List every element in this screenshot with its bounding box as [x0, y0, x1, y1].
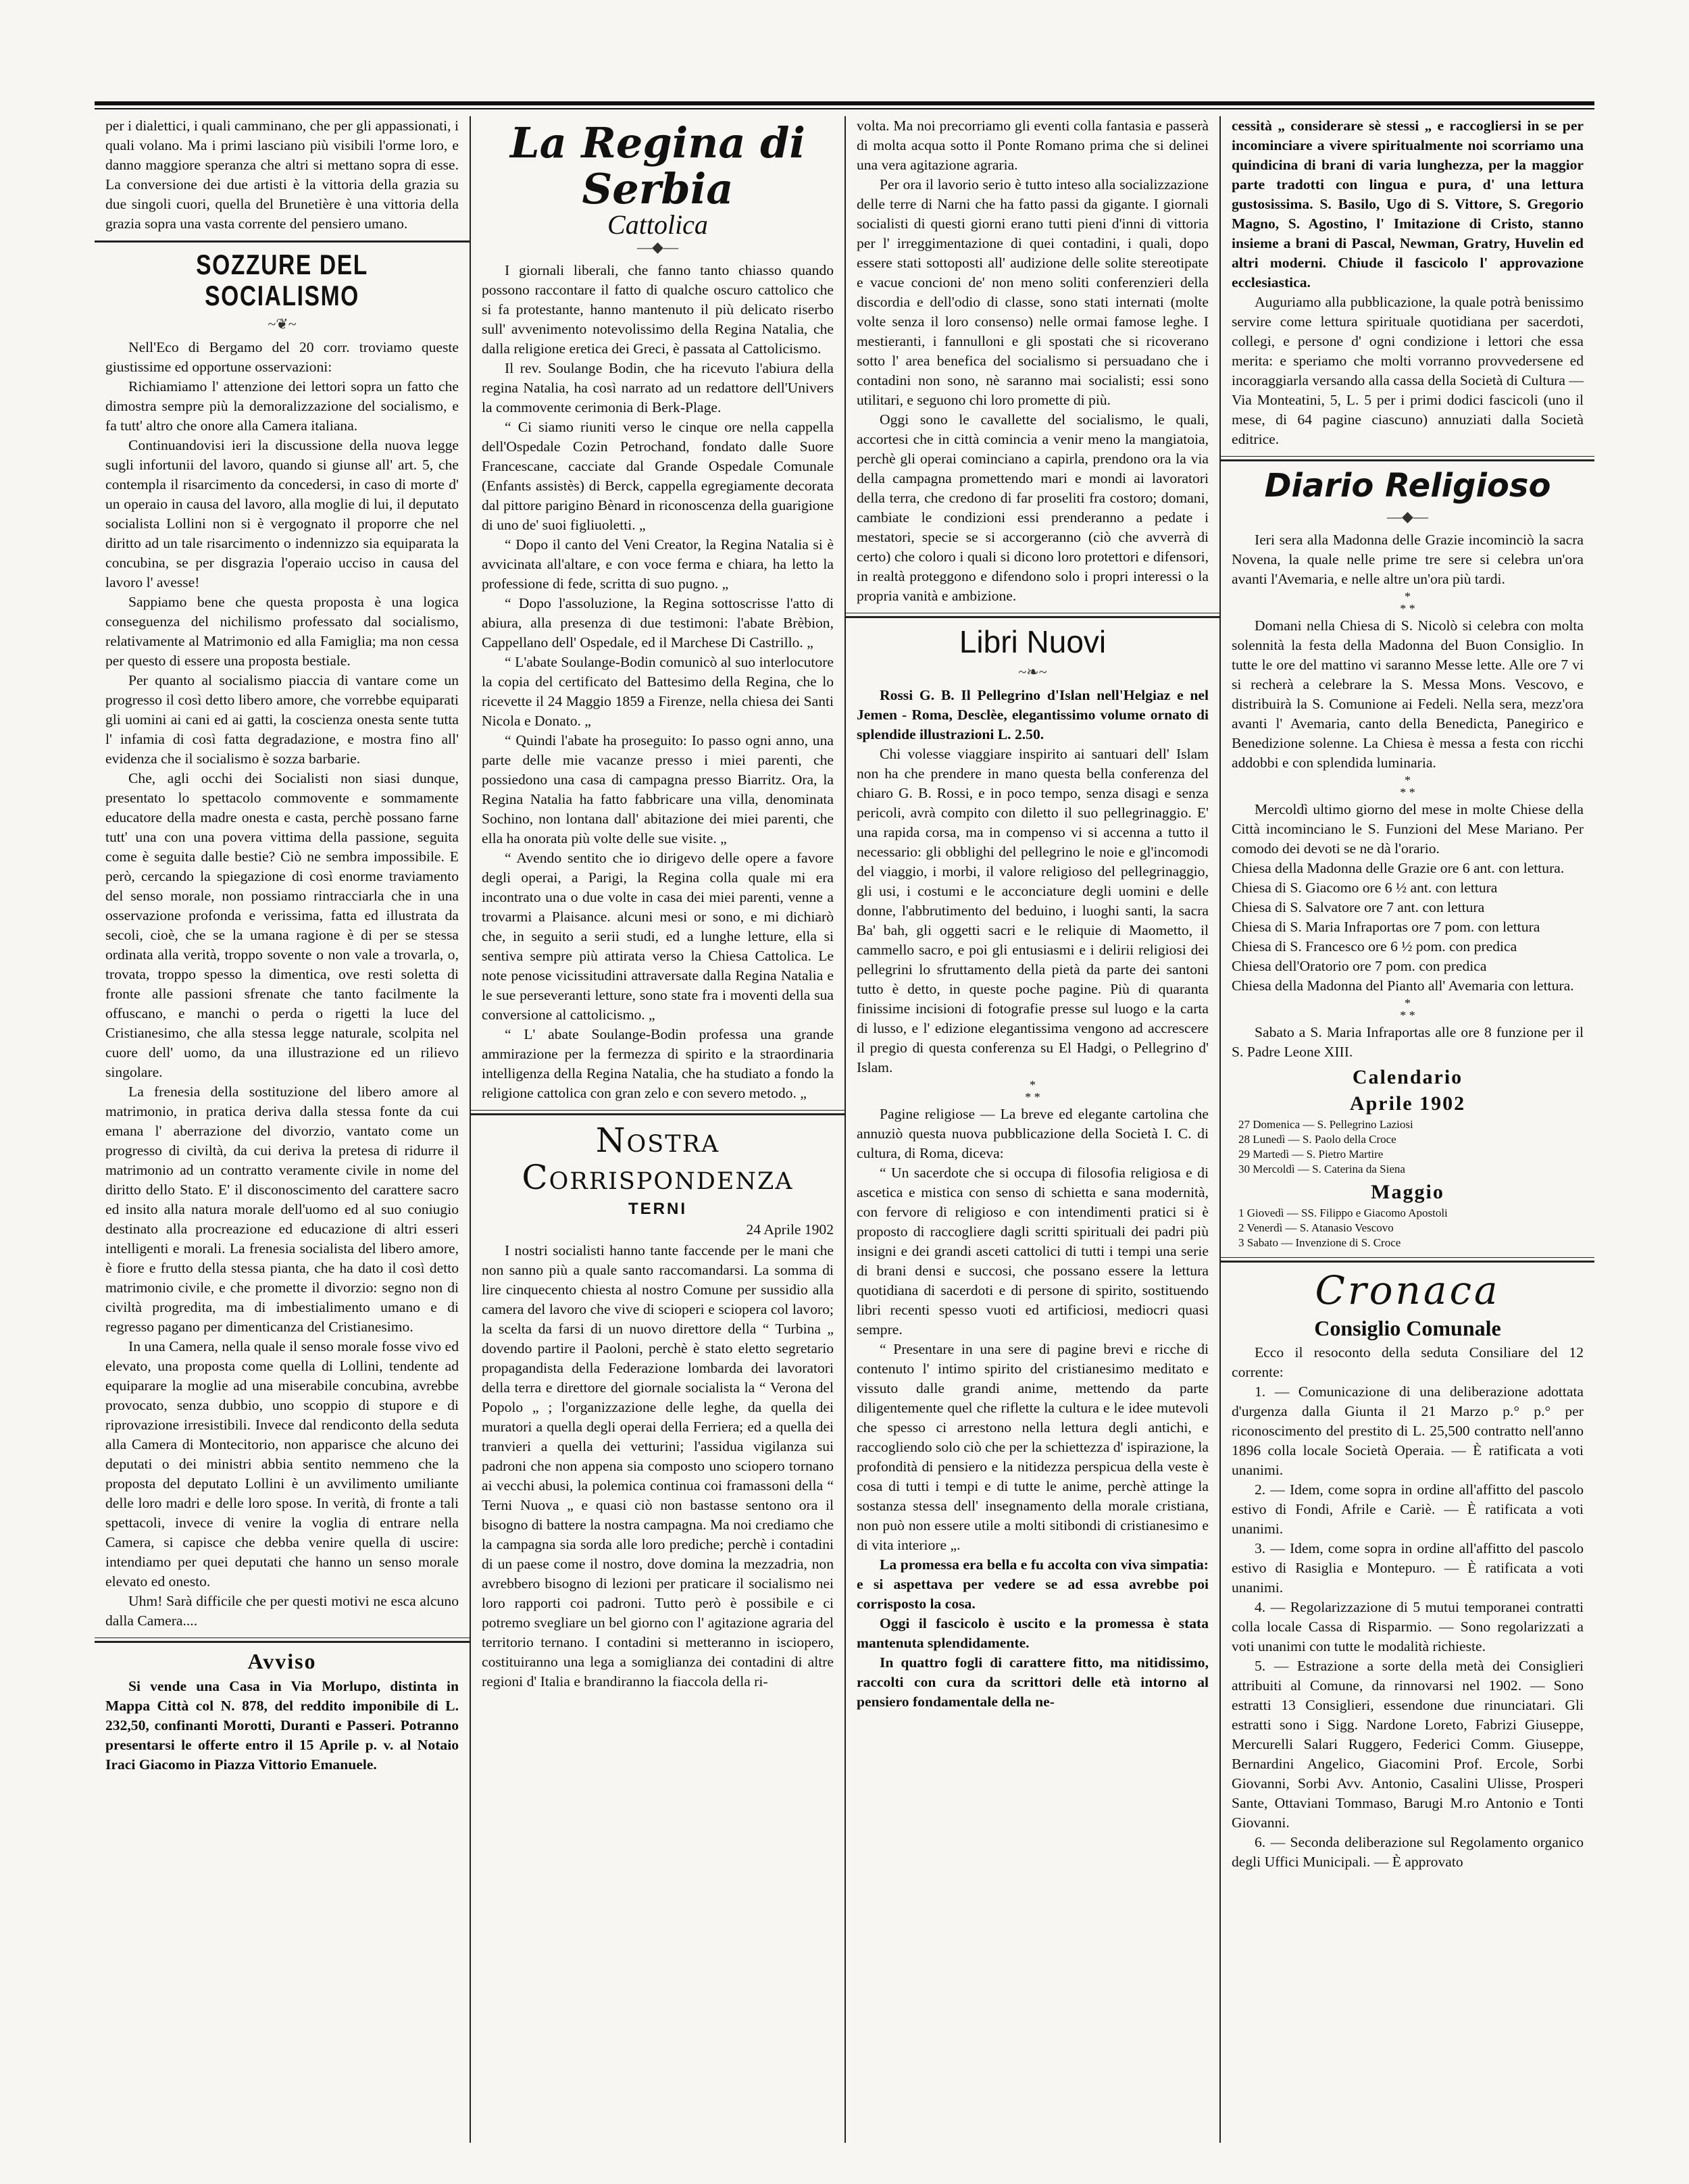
regina-heading: La Regina di Serbia [510, 118, 805, 214]
consiglio-item: 1. — Comunicazione di una deliberazione adottata d'urgenza dalla Giunta il 21 Marzo p.° p.° per riconoscimento del prestito di L. 25,500 contratto nell'anno 1896 colla locale Società Operaia. — È ratificata a voti unanimi. [1232, 1383, 1584, 1478]
paragraph: Auguriamo alla pubblicazione, la quale potrà benissimo servire come lettura spirituale quotidiana per sacerdoti, collegi, e persone d' ogni condizione i lettori che essa merita: e speriamo che molti vorranno provvedersene ed incoraggiarla versando alla cassa della Società di Cultura — Via Monteatini, 5, L. 5 per i primi dodici fascicoli (uno il mese, di 64 pagine ciascuno) annuziati dalla Società editrice. [1232, 294, 1584, 447]
consiglio-item: 6. — Seconda deliberazione sul Regolamento organico degli Uffici Municipali. — È approvato [1232, 1833, 1584, 1870]
avviso-heading: Avviso [247, 1649, 317, 1674]
ornament-icon: ~❧~ [1018, 663, 1047, 680]
consiglio-item: 3. — Idem, come sopra in ordine all'affitto del pascolo estivo di Rasiglia e Montepuro. — È ratificata a voti unanimi. [1232, 1540, 1584, 1596]
calendar-row: 3 Sabato — Invenzione di S. Croce [1238, 1236, 1401, 1249]
calendar-row: 28 Lunedì — S. Paolo della Croce [1238, 1132, 1396, 1146]
calendar-row: 2 Venerdì — S. Atanasio Vescovo [1238, 1221, 1394, 1234]
divider [95, 1637, 470, 1643]
calendar-row: 1 Giovedì — SS. Filippo e Giacomo Apostoli [1238, 1206, 1448, 1219]
paragraph: “ Presentare in una sere di pagine brevi e ricche di contenuto l' intimo spirito del cristianesimo meditato e vissuto dalle grandi anime, mettendo da parte diligentemente quel che riflette la cultura e le idee mutevoli che spesso ci arrestono nella lettura degli antichi, e raccogliendo solo ciò che per la schiettezza d' ispirazione, la profondità di pensiero e la nitidezza perspicua della veste è cosa di tutti i tempi e di tutte le anime, perchè attinge la sostanza stessa dell' insegnamento della morale cristiana, non può non essere utile a molti sitibondi di cristianesimo e di vita interiore „. [857, 1340, 1209, 1553]
paragraph: Chi volesse viaggiare inspirito ai santuari dell' Islam non ha che prendere in mano questa bella conferenza del chiaro G. B. Rossi, e in poco tempo, senza disagi e senza pericoli, avrà compito con diletto il suo pellegrinaggio. E' una rapida corsa, ma in compenso vi si accenna a tutto il necessario: gli obblighi del pellegrino le noie e gl'incomodi del viaggio, i morbi, il valore religioso del pellegrinaggio, gli usi, i costumi e le acconciature degli uomini e delle donne, l'abbrutimento del beduino, i luoghi santi, la sacra Ba' bah, gli oggetti sacri e le reliquie di Maometto, il cammello sacro, e poi gli entusiasmi e i delirii religiosi dei pellegrini lo sfruttamento della pietà da parte dei santoni tutto è detto, in queste poche pagine. Più di quaranta finissime incisioni di fotografie presse sul luogo e la carta di lusso, e l' edizione elegantissima vengono ad accrescere il pregio di questa conferenza su El Hadgi, o Pellegrino d' Islam. [857, 745, 1209, 1075]
newspaper-page [95, 116, 1594, 2143]
orario-list [1232, 859, 1584, 996]
calendar-row: 29 Martedì — S. Pietro Martire [1238, 1147, 1384, 1161]
paragraph: Il rev. Soulange Bodin, che ha ricevuto l'abiura della regina Natalia, ha così narrato ad un redattore dell'Univers la commovente cerimonia di Berk-Plage. [482, 360, 834, 416]
orario-item: Chiesa di S. Salvatore ore 7 ant. con lettura [1232, 898, 1485, 915]
ornament-icon: —◆— [637, 238, 678, 256]
regina-article [482, 261, 834, 1103]
paragraph: Ecco il resoconto della seduta Consiliare del 12 corrente: [1232, 1344, 1584, 1380]
paragraph: “ Dopo l'assoluzione, la Regina sottoscrisse l'atto di abiura, alla presenza di due testimoni: l'abate Brèbion, Cappellano dell' Ospedale, ed il Marchese Di Castrillo. „ [482, 595, 834, 651]
consiglio-item: 4. — Regolarizzazione di 5 mutui temporanei contratti colla locale Cassa di Risparmio. — Sono regolarizzati a voti unanimi con tutte le modalità richieste. [1232, 1598, 1584, 1654]
column-3 [844, 116, 1219, 2143]
paragraph: Pagine religiose — La breve ed elegante cartolina che annuziò questa nuova pubblicazione della Società I. C. di cultura, di Roma, diceva: [857, 1105, 1209, 1161]
column-4 [1219, 116, 1594, 2143]
consiglio-item: 5. — Estrazione a sorte della metà dei Consiglieri attribuiti al Comune, da rinnovarsi nel 1902. — Sono estratti 13 Consiglieri, essendone due rinunciatari. Gli estratti sono i Sigg. Nardone Loreto, Fabrizi Giuseppe, Mercurelli Salari Ruggero, Federici Comm. Giuseppe, Bernardini Angelico, Giacomini Prof. Ercole, Sorbi Giovanni, Sorbi Avv. Antonio, Casalini Ulisse, Prosperi Sante, Ottaviani Tommaso, Barugi M.ro Antonio e Tonti Giovanni. [1232, 1657, 1584, 1831]
cronaca-heading: Cronaca [1315, 1267, 1501, 1313]
calendar-row: 30 Mercoldì — S. Caterina da Siena [1238, 1162, 1405, 1175]
paragraph: In quattro fogli di carattere fitto, ma nitidissimo, raccolti con cura da scrittori delle età intorno al pensiero fondamentale della ne- [857, 1654, 1209, 1710]
column-1 [95, 116, 470, 2143]
calendar-row: 27 Domenica — S. Pellegrino Laziosi [1238, 1117, 1413, 1131]
orario-item: Chiesa dell'Oratorio ore 7 pom. con predica [1232, 957, 1487, 974]
paragraph: Mercoldì ultimo giorno del mese in molte Chiese della Città incominciano le S. Funzioni del Mese Mariano. Per comodo dei devoti se ne dà l'orario. [1232, 801, 1584, 857]
paragraph: Che, agli occhi dei Socialisti non siasi dunque, presentato lo spettacolo commovente e sommamente educatore della madre onesta e casta, perchè possano farne tutt' una con una povera vittima della passione, seguita come è seguita dalle bestie? Ciò ne sembra impossibile. E però, cercando la spiegazione di così enorme traviamento del senso morale, non possiamo rintracciarla che in una osservazione profonda e verissima, fatta ed illustrata da secoli, cioè, che se la umana ragione è di per se stessa ordinata alla verità, troppo sovente o non vale a trovarla, o, trovata, troppo spesso la dimentica, ove resti soletta di fronte alle passioni sfrenate che tanto facilmente la offuscano, e manchi o perda o rigetti la luce del Cristianesimo, che alla stessa legge naturale, scolpita nel cuore dell' uomo, da una illustrazione ed un rilievo singolare. [105, 770, 459, 1081]
ornament-icon: —◆— [1387, 507, 1428, 525]
socialismo-heading: SOZZURE DEL SOCIALISMO [196, 249, 368, 312]
orario-item: Chiesa di S. Maria Infraportas ore 7 pom. con lettura [1232, 918, 1540, 935]
paragraph: Continuandovisi ieri la discussione della nuova legge sugli infortunii del lavoro, quando si giunse all' art. 5, che contempla il risarcimento da concedersi, in caso di morte d' un operaio in causa del lavoro, alla moglie di lui, il deputato socialista Lollini non si è vergognato il proporre che nel diritto ad un tale risarcimento o indennizzo sia equiparata la concubina, se per disgrazia l'operaio ucciso in causa del lavoro l' avesse! [105, 437, 459, 591]
column-2 [470, 116, 844, 2143]
asterism-icon: * * * [1400, 773, 1415, 799]
divider [471, 1110, 844, 1115]
ornament-icon: ~❦~ [268, 315, 297, 333]
paragraph: La frenesia della sostituzione del libero amore al matrimonio, in pratica deriva dalla stessa fonte da cui emana l' aberrazione del divorzio, vantato come un progresso di civiltà, da cui deriva la pretesa di ridurre il matrimonio ad un contratto veramente civile in nome del diritto dello Stato. E' il disconoscimento del carattere sacro ed insito alla natura morale dell'uomo ed al suo coniugio destinato alla procreazione ed educazione di altri esseri intelligenti e morali. La frenesia socialista del libero amore, è fiore e frutto della stessa pianta, che ha dato il così detto matrimonio civile, e che promette il divorzio: segno non di civiltà progredita, ma di imbestialimento umano e di regresso pagano per dimenticanza del Cristianesimo. [105, 1084, 459, 1336]
paragraph: Per ora il lavorio serio è tutto inteso alla socializzazione delle terre di Narni che ha fatto passi da gigante. I giornali socialisti di questi giorni erano tutti pieni d'inni di vittoria per l' irreggimentazione di quei contadini, i quali, dopo essere stati sottoposti all' audizione delle solite stereotipate e vacue concioni de' non meno soliti conferenzieri della discordia e dell'odio di classe, sono stati internati (molte volte senza il loro consenso) nelle ormai famose leghe. I mestieranti, i fannulloni e gli spostati che si ricoverano sotto l' area benefica del socialismo si persuadano che i contadini non sono, nè saranno mai socialisti; essi sono utilitari, e seguono chi loro promette di più. [857, 176, 1209, 408]
paragraph: “ Avendo sentito che io dirigevo delle opere a favore degli operai, a Parigi, la Regina colla quale mi era incontrato una o due volte in casa dei miei parenti, venne a trovarmi a Plaisance. alcuni mesi or sono, e mi dichiarò che, in seguito a serii studi, ed a lunghe letture, ella si sentiva sempre più attirata verso la Chiesa Cattolica. Le note penose vicissitudini attraversate dalla Regina Natalia e le sue perseveranti letture, sono state fra i moventi della sua conversione al cattolicismo. „ [482, 850, 834, 1023]
orario-item: Chiesa della Madonna del Pianto all' Avemaria con lettura. [1232, 977, 1574, 994]
orario-item: Chiesa di S. Giacomo ore 6 ½ ant. con lettura [1232, 879, 1498, 896]
paragraph: Nell'Eco di Bergamo del 20 corr. troviamo queste giustissime ed opportune osservazioni: [105, 339, 459, 376]
dateline-date: 24 Aprile 1902 [746, 1221, 834, 1238]
paragraph: La promessa era bella e fu accolta con viva simpatia: e si aspettava per vedere se ad essa avrebbe poi corrisposto la cosa. [857, 1556, 1209, 1612]
paragraph: Oggi sono le cavallette del socialismo, le quali, accortesi che in città comincia a venir meno la mangiatoia, perchè gli operai cominciano a capirla, prendono ora la via della campagna promettendo mari e mondi ai lavoratori della terra, che credono di far proseliti fra costoro; domani, cambiate le condizioni essi prenderanno a pedate i mestatori, specie se si accorgeranno (ciò che avverrà di certo) che coloro i quali si dicono loro protettori e difensori, in realtà proteggono e difendono solo i propri interessi o la propria vanità e ambizione. [857, 411, 1209, 604]
calendario-heading: Calendario [1352, 1065, 1463, 1088]
intro-text: per i dialettici, i quali camminano, che per gli appassionati, i quali volano. Ma i primi lasciano più visibili l'orme loro, e danno maggiore speranza che altri si mettano sopra di esse. La conversione dei due artisti è la vittoria della grazia su due singoli cuori, quella del Brunetière è una vittoria della grazia sopra una vasta corrente del pensiero umano. [105, 118, 459, 232]
paragraph: “ Ci siamo riuniti verso le cinque ore nella cappella dell'Ospedale Cozin Petrochand, fondato dalle Suore Francescane, cacciate dal Grande Ospedale Comunale (Enfants assistès) di Berck, cappella egregiamente decorata dal pittore parigino Bènard in riconoscenza della guarigione di uno de' suoi figliuoletti. „ [482, 419, 834, 534]
paragraph: In una Camera, nella quale il senso morale fosse vivo ed elevato, una proposta come quella di Lollini, tendente ad equiparare la moglie ad una miserabile concubina, avrebbe provocato, senza dubbio, uno scoppio di stupore e di riprovazione irresistibili. Invece dal rendiconto della seduta alla Camera di Montecitorio, non apparisce che alcuno dei deputati o dei ministri abbia sentito nemmeno che la proposta del deputato Lollini è un avvilimento umiliante delle loro madri e delle loro spose. In verità, di fronte a tali spettacoli, invece di venire la voglia di entrare nella Camera, si capisce che debba venire quella di uscire: intendiamo per quei deputati che hanno un senso morale elevato ed onesto. [105, 1338, 459, 1590]
libri-heading: Libri Nuovi [959, 624, 1107, 659]
paragraph: “ L' abate Soulange-Bodin professa una grande ammirazione per la fermezza di spirito e la straordinaria intelligenza della Regina Natalia, che ha studiato a fondo la religione cattolica con gran zelo e con severo metodo. „ [482, 1026, 834, 1102]
paragraph: I giornali liberali, che fanno tanto chiasso quando possono raccontare il fatto di qualche oscuro cattolico che si fa protestante, hanno mantenuto il più delicato riserbo sull' avvenimento notevolissimo della Regina Natalia, che dalla religione eretica dei Greci, è passata al Cattolicismo. [482, 262, 834, 357]
paragraph: Sabato a S. Maria Infraportas alle ore 8 funzione per il S. Padre Leone XIII. [1232, 1023, 1584, 1060]
paragraph: “ Quindi l'abate ha proseguito: Io passo ogni anno, una parte delle mie vacanze presso i miei parenti, che possiedono una casa di campagna presso Biarritz. Ora, la Regina Natalia ha fatto fabbricare una villa, denominata Sochino, non lontana dall' abitazione dei miei parenti, che ella ha onorata più volte delle sue visite. „ [482, 732, 834, 847]
paragraph: volta. Ma noi precorriamo gli eventi colla fantasia e passerà di molta acqua sotto il Ponte Romano prima che si delinei una vera agitazione agraria. [857, 118, 1209, 173]
diario-heading: Diario Religioso [1264, 467, 1551, 505]
paragraph: “ Dopo il canto del Veni Creator, la Regina Natalia si è avvicinata all'altare, e con voce ferma e chiara, ha letto la professione di fede, scritta di suo pugno. „ [482, 536, 834, 592]
orario-item: Chiesa della Madonna delle Grazie ore 6 ant. con lettura. [1232, 859, 1565, 876]
regina-subheading: Cattolica [607, 209, 708, 240]
paragraph: Per quanto al socialismo piaccia di vantare come un progresso il così detto libero amore, che vorrebbe equiparati gli uomini ai cani ed ai gatti, la coscienza onesta sente tutta l' infamia di così fatta degradazione, e mostra fino all' evidenza che il socialismo è sozza barbarie. [105, 672, 459, 767]
asterism-icon: * * * [1025, 1077, 1040, 1104]
avviso-text: Si vende una Casa in Via Morlupo, distinta in Mappa Città col N. 878, del reddito imponibile di L. 232,50, confinanti Morotti, Duranti e Passeri. Potranno presentarsi le offerte entro il 15 Aprile p. v. al Notaio Iraci Giacomo in Piazza Vittorio Emanuele. [105, 1677, 459, 1773]
paragraph: Richiamiamo l' attenzione dei lettori sopra un fatto che dimostra sempre più la demoralizzazione del socialismo, e fa tutt' altro che onore alla Camera italiana. [105, 378, 459, 434]
masthead-rule-thin [95, 108, 1594, 109]
divider [95, 240, 470, 243]
paragraph: “ Un sacerdote che si occupa di filosofia religiosa e di ascetica e mistica con senso di schietta e sana modernità, con fervore di religioso e con intendimenti pratici si è proposto di raccogliere dagli scritti spirituali dei padri più insigni e dei grandi asceti cattolici di tutti i tempi una serie di brani densi e succosi, che possano essere la lettura quotidiana di sacerdoti e di persone di spirito, sostituendo libri recenti spesso vuoti ed artificiosi, mediocri quasi sempre. [857, 1164, 1209, 1338]
paragraph: Domani nella Chiesa di S. Nicolò si celebra con molta solennità la festa della Madonna del Buon Consiglio. In tutte le ore del mattino vi saranno Messe lette. Alle ore 7 vi si recherà a celebrare la S. Messa Mons. Vescovo, e distribuirà la S. Comunione ai Fedeli. Nella sera, mezz'ora avanti l' Avemaria, canto della Benedicta, Panegirico e Benedizione solenne. La Chiesa è messa a festa con ricchi addobbi e con splendida luminaria. [1232, 617, 1584, 771]
orario-item: Chiesa di S. Francesco ore 6 ½ pom. con predica [1232, 938, 1517, 955]
consiglio-item: 2. — Idem, come sopra in ordine all'affitto del pascolo estivo di Fondi, Afrile e Cariè. — È ratificata a voti unanimi. [1232, 1481, 1584, 1537]
paragraph: Ieri sera alla Madonna delle Grazie incominciò la sacra Novena, la quale nelle prime tre sere si celebra un'ora avanti l'Avemaria, e nelle altre un'ora più tardi. [1232, 531, 1584, 587]
corrispondenza-heading: Nostra Corrispondenza [522, 1121, 794, 1198]
socialismo-article [105, 338, 459, 1631]
paragraph: Sappiamo bene che questa proposta è una logica conseguenza del nichilismo professato dal socialismo, relativamente al Matrimonio ed alla Famiglia; ma non cessa per questo di essere una proposta bestiale. [105, 594, 459, 669]
divider [846, 613, 1219, 618]
corrispondenza-text: I nostri socialisti hanno tante faccende per le mani che non sanno più a quale santo raccomandarsi. La somma di lire cinquecento chiesta al nostro Comune per sussidio alla camera del lavoro che vive di scioperi e sciopera col lavoro; la scelta da farsi di un nuovo direttore della “ Turbina „ dovendo partire il Paoloni, perchè è stato eletto segretario propagandista della Federazione lombarda dei lavoratori della terra e direttore del giornale socialista la “ Verona del Popolo „ ; l'organizzazione delle leghe, da quella dei muratori a quella degli operai della Ferriera; ed a quella dei tranvieri a quella dei vetturini; l'assidua vigilanza sui padroni che non appena sia composto uno sciopero tornano ai vecchi abusi, la polemica continua coi framassoni della “ Terni Nuova „ e quasi ciò non bastasse sentono ora il bisogno di battere la nostra campagna. Ma noi crediamo che la campagna sia sorda alle loro prediche; perchè i contadini di un paese come il nostro, dove domina la mezzadria, non avrebbero bisogno di lezioni per praticare il socialismo nei loro rapporti coi padroni. Tutto però è possibile e ci potremo svegliare un bel giorno con l' agitazione agraria del territorio ternano. I contadini si metteranno in isciopero, costituiranno una lega a somiglianza dei contadini di altre regioni d' Italia e brandiranno la fiaccola della ri- [482, 1242, 834, 1690]
paragraph: “ L'abate Soulange-Bodin comunicò al suo interlocutore la copia del certificato del Battesimo della Regina, che lo ricevette il 24 Maggio 1859 a Firenze, nella chiesa dei Santi Nicola e Donato. „ [482, 654, 834, 730]
calendario-month: Aprile 1902 [1349, 1092, 1466, 1115]
consiglio-heading: Consiglio Comunale [1314, 1315, 1501, 1340]
divider [1221, 1257, 1594, 1263]
asterism-icon: * * * [1400, 996, 1415, 1022]
book-title: Rossi G. B. Il Pellegrino d'Islan nell'Helgiaz e nel Jemen - Roma, Desclèe, elegantissimo volume ornato di splendide illustrazioni L. 2.50. [857, 686, 1209, 742]
asterism-icon: * * * [1400, 589, 1415, 615]
dateline-city: TERNI [628, 1200, 687, 1219]
paragraph: Oggi il fascicolo è uscito e la promessa è stata mantenuta splendidamente. [857, 1615, 1209, 1651]
divider [1221, 456, 1594, 461]
paragraph: Uhm! Sarà difficile che per questi motivi ne esca alcuno dalla Camera.... [105, 1593, 459, 1629]
masthead-rule [95, 101, 1594, 105]
paragraph: cessità „ considerare sè stessi „ e raccogliersi in se per incominciare a vivere spiritualmente noi scorriamo una quindicina di brani di varia lunghezza, per la maggior parte tradotti con lingua e pura, d' una lettura gustosissima. S. Basilo, Ugo di S. Vittore, S. Gregorio Magno, S. Agostino, l' Imitazione di Cristo, stanno insieme a brani di Pascal, Newman, Gratry, Huvelin ed altri moderni. Chiude il fascicolo l' approvazione ecclesiastica. [1232, 118, 1584, 290]
calendario-month: Maggio [1371, 1180, 1444, 1203]
